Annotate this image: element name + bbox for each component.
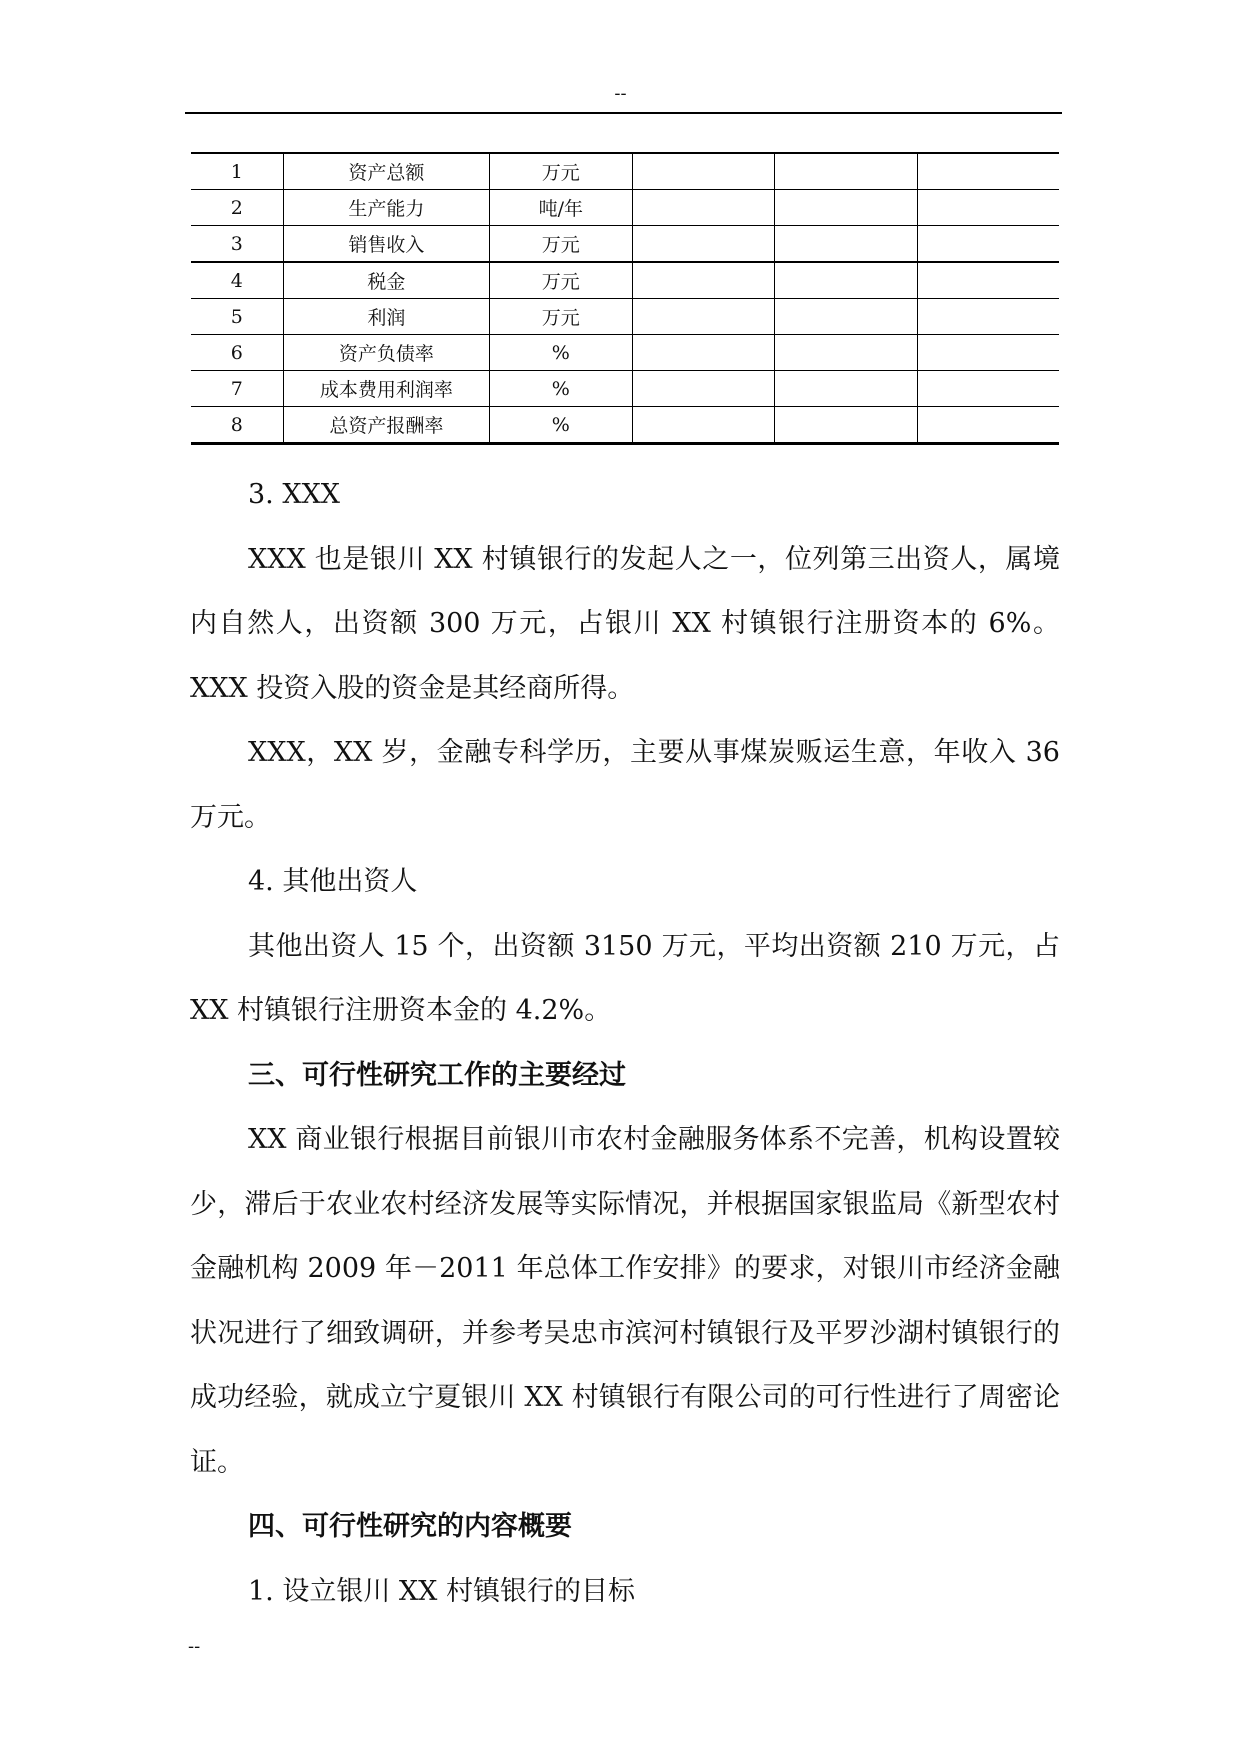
value-cell (632, 335, 774, 371)
indicator-name: 销售收入 (283, 226, 489, 263)
value-cell (632, 190, 774, 226)
paragraph: XXX，XX 岁，金融专科学历，主要从事煤炭贩运生意，年收入 36 万元。 (190, 737, 1060, 833)
indicator-unit: 万元 (490, 262, 633, 299)
indicator-table (191, 152, 1059, 445)
table-row (191, 335, 1059, 371)
section-heading: 三、可行性研究工作的主要经过 (248, 1059, 626, 1091)
table-row (191, 299, 1059, 335)
section-heading: 四、可行性研究的内容概要 (248, 1511, 572, 1542)
indicator-unit: 万元 (490, 299, 633, 335)
value-cell (632, 407, 774, 444)
row-number: 3 (191, 226, 283, 263)
row-number: 7 (191, 371, 283, 407)
indicator-unit: 吨/年 (490, 190, 633, 226)
value-cell (917, 190, 1059, 226)
value-cell (632, 371, 774, 407)
value-cell (775, 299, 917, 335)
indicator-name: 成本费用利润率 (283, 371, 489, 407)
indicator-name: 生产能力 (283, 190, 489, 226)
value-cell (775, 153, 917, 190)
value-cell (917, 262, 1059, 299)
value-cell (775, 371, 917, 407)
value-cell (632, 153, 774, 190)
value-cell (775, 407, 917, 444)
value-cell (917, 299, 1059, 335)
body-text (190, 463, 1060, 1624)
table-row (191, 226, 1059, 263)
indicator-unit: % (490, 407, 633, 444)
table-row (191, 190, 1059, 226)
paragraph: 4. 其他出资人 (248, 866, 418, 897)
indicator-name: 资产总额 (283, 153, 489, 190)
row-number: 8 (191, 407, 283, 444)
row-number: 1 (191, 153, 283, 190)
paragraph: 3. XXX (248, 479, 341, 510)
header-mark: -- (614, 83, 627, 104)
indicator-name: 总资产报酬率 (283, 407, 489, 444)
value-cell (917, 407, 1059, 444)
indicator-unit: % (490, 335, 633, 371)
row-number: 4 (191, 262, 283, 299)
indicator-name: 税金 (283, 262, 489, 299)
row-number: 5 (191, 299, 283, 335)
value-cell (632, 299, 774, 335)
table-row (191, 371, 1059, 407)
value-cell (775, 335, 917, 371)
value-cell (775, 190, 917, 226)
row-number: 6 (191, 335, 283, 371)
value-cell (775, 226, 917, 263)
table-row (191, 153, 1059, 190)
header-rule (185, 112, 1062, 114)
paragraph: 其他出资人 15 个，出资额 3150 万元，平均出资额 210 万元，占 XX 村镇银行注册资本金的 4.2%。 (190, 930, 1060, 1026)
paragraph: XXX 也是银川 XX 村镇银行的发起人之一，位列第三出资人，属境内自然人，出资额 300 万元，占银川 XX 村镇银行注册资本的 6%。XXX 投资入股的资金是其经商所得。 (190, 543, 1060, 704)
paragraph: XX 商业银行根据目前银川市农村金融服务体系不完善，机构设置较少，滞后于农业农村经济发展等实际情况，并根据国家银监局《新型农村金融机构 2009 年－2011 年总体工作安排》的要求，对银川市经济金融状况进行了细致调研，并参考吴忠市滨河村镇银行及平罗沙湖村镇银行的成功经验，就成立宁夏银川 XX 村镇银行有限公司的可行性进行了周密论证。 (190, 1124, 1060, 1478)
value-cell (632, 226, 774, 263)
table-row (191, 262, 1059, 299)
paragraph: 1. 设立银川 XX 村镇银行的目标 (248, 1575, 635, 1607)
indicator-unit: 万元 (490, 153, 633, 190)
value-cell (917, 153, 1059, 190)
indicator-name: 利润 (283, 299, 489, 335)
indicator-name: 资产负债率 (283, 335, 489, 371)
footer-mark: -- (188, 1636, 201, 1657)
indicator-unit: 万元 (490, 226, 633, 263)
value-cell (917, 335, 1059, 371)
value-cell (775, 262, 917, 299)
table-row (191, 407, 1059, 444)
value-cell (632, 262, 774, 299)
indicator-unit: % (490, 371, 633, 407)
value-cell (917, 371, 1059, 407)
value-cell (917, 226, 1059, 263)
row-number: 2 (191, 190, 283, 226)
